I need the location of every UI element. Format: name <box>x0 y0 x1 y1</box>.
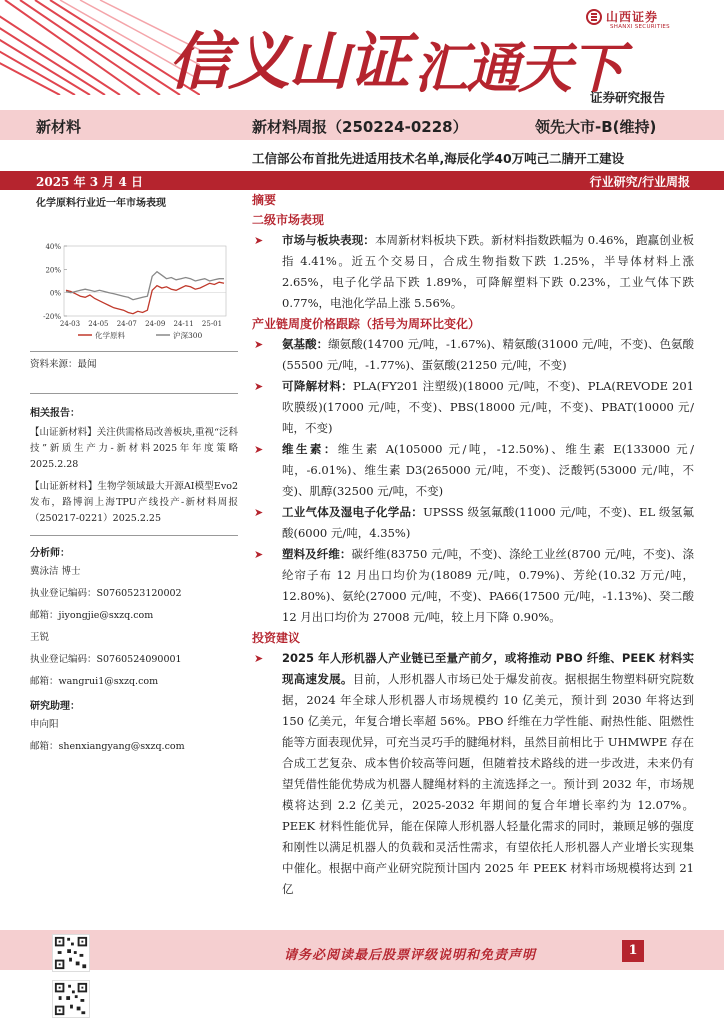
x-tick-label: 25-01 <box>201 320 223 328</box>
logo-icon <box>586 9 602 25</box>
bullet-arrow-icon: ➤ <box>254 506 264 519</box>
chart-title: 化学原料行业近一年市场表现 <box>36 198 166 209</box>
price-item-amino-acid <box>252 334 694 376</box>
related-report-2[interactable]: 【山证新材料】生物学领域最大开源AI模型Evo2发布，路博润上海TPU产线投产-新材料周报（250217-0221）2025.2.25 <box>30 481 238 524</box>
chart-source: 资料来源：最闻 <box>30 352 238 394</box>
qr-code-icon[interactable] <box>52 980 90 1018</box>
analyst-2-cert: 执业登记编码：S0760524090001 <box>30 654 182 665</box>
section-investment-heading: 投资建议 <box>252 631 301 645</box>
price-item-vitamin <box>252 439 694 502</box>
investment-item <box>252 648 694 900</box>
price-item-degradable <box>252 376 694 439</box>
market-chart-svg <box>30 212 238 352</box>
price-item-industrial-gas <box>252 502 694 544</box>
slogan-left: 信义山证 <box>168 25 409 98</box>
x-tick-label: 24-03 <box>59 320 81 328</box>
report-type: 证券研究报告 <box>590 90 666 105</box>
summary-heading: 摘要 <box>252 193 277 207</box>
report-title: 新材料周报（250224-0228） <box>252 118 468 136</box>
item-text: 碳纤维(83750 元/吨，不变)、涤纶工业丝(8700 元/吨，不变)、涤纶帘子布 12 月出口均价为(18089 元/吨，0.79%)、芳纶(10.32 万元/吨，12.80%)、氨纶(27000 元/吨，不变)、PA66(17500 元/吨，-1.13%)、癸二酸 12 月出口均价为 27008 元/吨，较上月下降 0.90%。 <box>282 547 694 624</box>
qr-code-icon[interactable] <box>52 934 90 972</box>
assistant-heading: 研究助理： <box>30 701 80 712</box>
section-price-heading: 产业链周度价格跟踪（括号为周环比变化） <box>252 317 481 331</box>
main-content <box>252 190 694 900</box>
related-report-1[interactable]: 【山证新材料】关注供需格局改善板块,重视“泛科技”新质生产力-新材料2025年年度策略 2025.2.28 <box>30 427 238 470</box>
logo-text-cn: 山西证券 <box>606 10 659 24</box>
item-label: 塑料及纤维： <box>282 547 352 561</box>
item-text: UPSSS 级氢氟酸(11000 元/吨，不变)、EL 级氢氟酸(6000 元/吨，4.35%) <box>282 505 695 540</box>
bullet-arrow-icon: ➤ <box>254 380 264 393</box>
logo-text-en: SHANXI SECURITIES <box>610 24 670 30</box>
x-tick-label: 24-07 <box>116 320 137 328</box>
footer-disclaimer[interactable]: 请务必阅读最后股票评级说明和免责声明 <box>284 948 537 963</box>
item-label: 维生素： <box>282 442 338 456</box>
bullet-arrow-icon: ➤ <box>254 443 264 456</box>
market-performance-item <box>252 230 694 314</box>
item-text: 本周新材料板块下跌。新材料指数跌幅为 0.46%，跑赢创业板指 4.41%。近五个交易日，合成生物指数下跌 1.25%，半导体材料上涨 2.65%，电子化学品下跌 1.89%，可降解塑料下跌 0.23%，工业气体下跌 0.77%，电池化学品上涨 5.56%。 <box>282 233 695 310</box>
y-tick-label: -20% <box>43 313 61 321</box>
company-logo <box>586 8 658 25</box>
analysts-heading: 分析师： <box>30 548 70 559</box>
sidebar <box>30 192 238 762</box>
y-tick-label: 20% <box>45 266 61 275</box>
slogan-right: 汇通天下 <box>414 36 623 100</box>
item-text: PLA(FY201 注塑级)(18000 元/吨，不变)、PLA(REVODE 201 吹膜级)(17000 元/吨，不变)、PBS(18000 元/吨，不变)、PBAT(10000 元/吨，不变) <box>282 379 694 435</box>
sector-label: 新材料 <box>36 118 82 136</box>
bullet-arrow-icon: ➤ <box>254 548 264 561</box>
market-chart <box>30 212 238 352</box>
related-reports-heading: 相关报告： <box>30 408 80 419</box>
assistant-name: 申向阳 <box>30 719 59 730</box>
analyst-1-name: 冀泳洁 博士 <box>30 566 81 577</box>
item-label: 市场与板块表现： <box>282 233 375 247</box>
y-tick-label: 0% <box>49 289 61 298</box>
analyst-1-cert: 执业登记编码：S0760523120002 <box>30 588 182 599</box>
bullet-arrow-icon: ➤ <box>254 338 264 351</box>
legend-label: 沪深300 <box>173 331 203 340</box>
legend-label: 化学原料 <box>95 331 125 340</box>
report-headline: 工信部公布首批先进适用技术名单,海辰化学40万吨己二腈开工建设 <box>252 151 625 166</box>
report-category: 行业研究/行业周报 <box>589 175 690 189</box>
item-label: 氨基酸： <box>282 337 329 351</box>
bullet-arrow-icon: ➤ <box>254 234 264 247</box>
item-text: 维生素 A(105000 元/吨，-12.50%)、维生素 E(133000 元/吨，-6.01%)、维生素 D3(265000 元/吨，不变)、泛酸钙(53000 元/吨，不变)、肌醇(32500 元/吨，不变) <box>282 442 694 498</box>
x-tick-label: 24-11 <box>173 320 194 328</box>
rating-label: 领先大市-B(维持) <box>535 118 657 136</box>
x-tick-label: 24-05 <box>88 320 109 328</box>
item-text: 目前，人形机器人市场已处于爆发前夜。据根据生物塑料研究院数据，2024 年全球人形机器人市场规模约 10 亿美元，预计到 2030 年将达到 150 亿美元，年复合增长率超 56%。PBO 纤维在力学性能、耐热性能、阻燃性能等方面表现优异，可充当灵巧手的腱绳材料，虽然目前相比于 UHMWPE 存在合成工艺复杂、成本售价较高等问题，但随着技术路线的进一步改进，未来仍有望凭借性能优势成为机器人腱绳材料的主流选择之一。预计到 2032 年，市场规模将达到 2.2 亿美元，2025-2032 年期间的复合年增长率约为 12.07%。PEEK 材料性能优异，能在保障人形机器人轻量化需求的同时，兼顾足够的强度和刚性以满足机器人的负载和灵活性需求，有望依托人形机器人产业增长实现集中催化。根据中商产业研究院预计国内 2025 年 PEEK 材料市场规模将达到 21 亿 <box>282 672 695 896</box>
slogan-banner <box>168 12 622 101</box>
analyst-1-email[interactable]: 邮箱：jiyongjie@sxzq.com <box>30 610 154 621</box>
analyst-2-name: 王锐 <box>30 632 50 643</box>
plot-frame <box>64 246 226 316</box>
series-line-1 <box>66 282 224 314</box>
analyst-2-email[interactable]: 邮箱：wangrui1@sxzq.com <box>30 676 159 687</box>
assistant-email[interactable]: 邮箱：shenxiangyang@sxzq.com <box>30 741 185 752</box>
section-market-heading: 二级市场表现 <box>252 213 325 227</box>
y-tick-label: 40% <box>45 243 61 251</box>
bullet-arrow-icon: ➤ <box>254 652 264 665</box>
item-text: 缬氨酸(14700 元/吨，-1.67%)、精氨酸(31000 元/吨，不变)、色氨酸(55500 元/吨，-1.77%)、蛋氨酸(21250 元/吨，不变) <box>282 337 695 372</box>
price-item-plastic-fiber <box>252 544 694 628</box>
item-label: 可降解材料： <box>282 379 353 393</box>
page-number: 1 <box>622 940 644 962</box>
analysts-section <box>30 535 238 754</box>
report-date: 2025 年 3 月 4 日 <box>36 175 143 189</box>
item-label: 工业气体及湿电子化学品： <box>282 505 424 519</box>
item-label: 2025 年人形机器人产业链已至量产前夕，或将推动 PBO 纤维、PEEK 材料实现高速发展。 <box>282 651 694 686</box>
x-tick-label: 24-09 <box>145 320 166 328</box>
